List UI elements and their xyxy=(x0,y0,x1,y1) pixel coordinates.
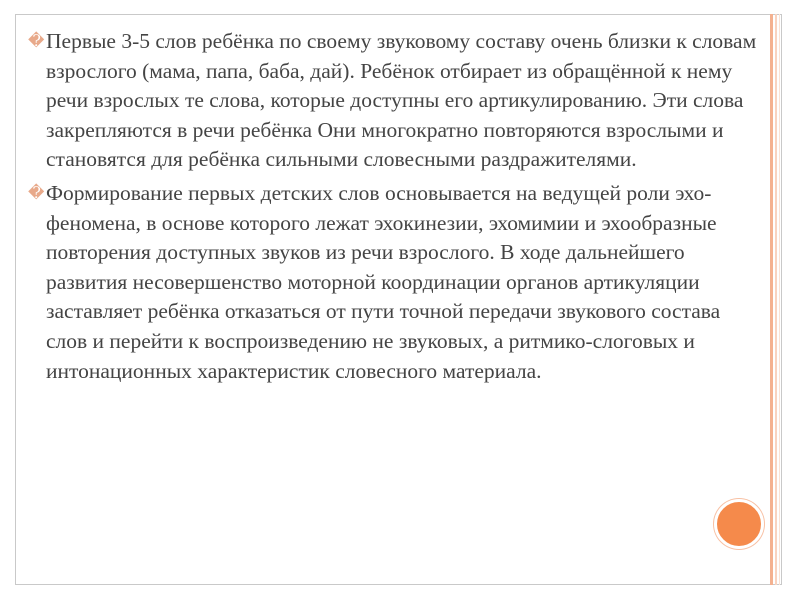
bullet-icon: � xyxy=(28,184,45,202)
decorative-stripe xyxy=(775,14,777,585)
bullet-list xyxy=(28,27,758,386)
slide-content xyxy=(28,27,758,390)
decorative-stripe xyxy=(779,14,780,585)
bullet-text: Формирование первых детских слов основывается на ведущей роли эхо-феномена, в основе которого лежат эхокинезии, эхомимии и эхообразные повторения доступных звуков из речи взрослого. В ходе дальнейшего развития несовершенство моторной координации органов артикуляции заставляет ребёнка отказаться от пути точной передачи звукового состава слов и перейти к воспроизведению не звуковых, а ритмико-слоговых и интонационных характеристик словесного материала. xyxy=(46,180,721,383)
bullet-icon: � xyxy=(28,33,45,50)
bullet-item xyxy=(28,179,758,386)
bullet-text: Первые 3-5 слов ребёнка по своему звуковому составу очень близки к словам взрослого (мама, папа, баба, дай). Ребёнок отбирает из обращённой к нему речи взрослых те слова, которые доступны его артикулированию. Эти слова закрепляются в речи ребёнка Они многократно повторяются взрослыми и становятся для ребёнка сильными словесными раздражителями. xyxy=(46,29,757,172)
bullet-item xyxy=(28,27,758,175)
decorative-stripe xyxy=(770,14,773,585)
decorative-circle-icon xyxy=(714,499,764,549)
